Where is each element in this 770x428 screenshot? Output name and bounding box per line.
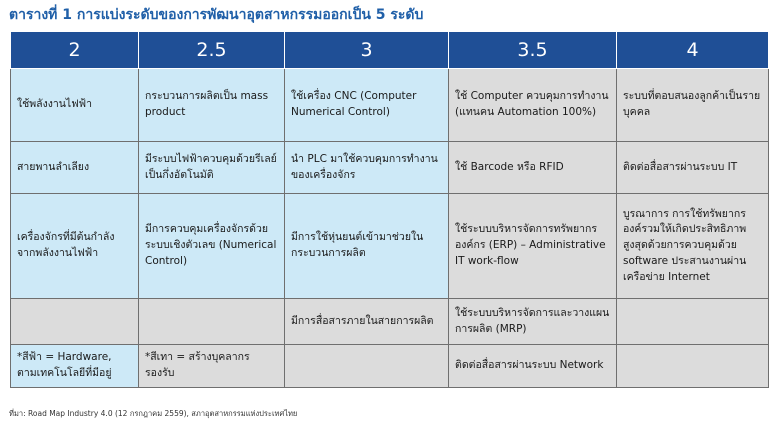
table-cell: มีการควบคุมเครื่องจักรด้วยระบบเชิงตัวเลข (Numerical Control) [139, 194, 285, 299]
table-cell: ใช้ Barcode หรือ RFID [449, 142, 617, 194]
table-cell: ติดต่อสื่อสารผ่านระบบ Network [449, 345, 617, 388]
table-cell: สายพานลำเลียง [11, 142, 139, 194]
table-cell: เครื่องจักรที่มีต้นกำลังจากพลังงานไฟฟ้า [11, 194, 139, 299]
table-cell: ติดต่อสื่อสารผ่านระบบ IT [617, 142, 769, 194]
legend-people-note: *สีเทา = สร้างบุคลากรรองรับ [139, 345, 285, 388]
table-row [11, 194, 769, 299]
table-cell: ใช้ Computer ควบคุมการทำงาน (แทนคน Automation 100%) [449, 69, 617, 142]
level-header-3-5: 3.5 [449, 32, 617, 69]
table-cell: มีระบบไฟฟ้าควบคุมด้วยรีเลย์เป็นกึ่งอัตโนมัติ [139, 142, 285, 194]
table-cell: ใช้ระบบบริหารจัดการและวางแผนการผลิต (MRP) [449, 299, 617, 345]
table-row [11, 299, 769, 345]
header-row [11, 32, 769, 69]
table-cell: มีการใช้หุ่นยนต์เข้ามาช่วยในกระบวนการผลิต [285, 194, 449, 299]
table-cell [139, 299, 285, 345]
table-cell: นำ PLC มาใช้ควบคุมการทำงานของเครื่องจักร [285, 142, 449, 194]
table-cell [617, 345, 769, 388]
table-row [11, 142, 769, 194]
table-cell: ใช้เครื่อง CNC (Computer Numerical Control) [285, 69, 449, 142]
table-cell: ใช้พลังงานไฟฟ้า [11, 69, 139, 142]
table-cell [285, 345, 449, 388]
table-cell: ใช้ระบบบริหารจัดการทรัพยากรองค์กร (ERP) – Administrative IT work-flow [449, 194, 617, 299]
table-title: ตารางที่ 1 การแบ่งระดับของการพัฒนาอุตสาหกรรมออกเป็น 5 ระดับ [9, 7, 424, 23]
table-row [11, 345, 769, 388]
table-cell: บูรณาการ การใช้ทรัพยากรองค์รวมให้เกิดประสิทธิภาพสูงสุดด้วยการควบคุมด้วย software ประสานงานผ่านเครือข่าย Internet [617, 194, 769, 299]
table-cell [11, 299, 139, 345]
level-header-2: 2 [11, 32, 139, 69]
level-header-4: 4 [617, 32, 769, 69]
table-cell: ระบบที่ตอบสนองลูกค้าเป็นรายบุคคล [617, 69, 769, 142]
legend-hardware-note: *สีฟ้า = Hardware, ตามเทคโนโลยีที่มีอยู่ [11, 345, 139, 388]
table-row [11, 69, 769, 142]
table-cell: กระบวนการผลิตเป็น mass product [139, 69, 285, 142]
industry-levels-table [10, 31, 769, 388]
table-cell: มีการสื่อสารภายในสายการผลิต [285, 299, 449, 345]
source-citation: ที่มา: Road Map Industry 4.0 (12 กรกฎาคม 2559), สภาอุตสาหกรรมแห่งประเทศไทย [9, 409, 298, 418]
level-header-3: 3 [285, 32, 449, 69]
table-cell [617, 299, 769, 345]
level-header-2-5: 2.5 [139, 32, 285, 69]
